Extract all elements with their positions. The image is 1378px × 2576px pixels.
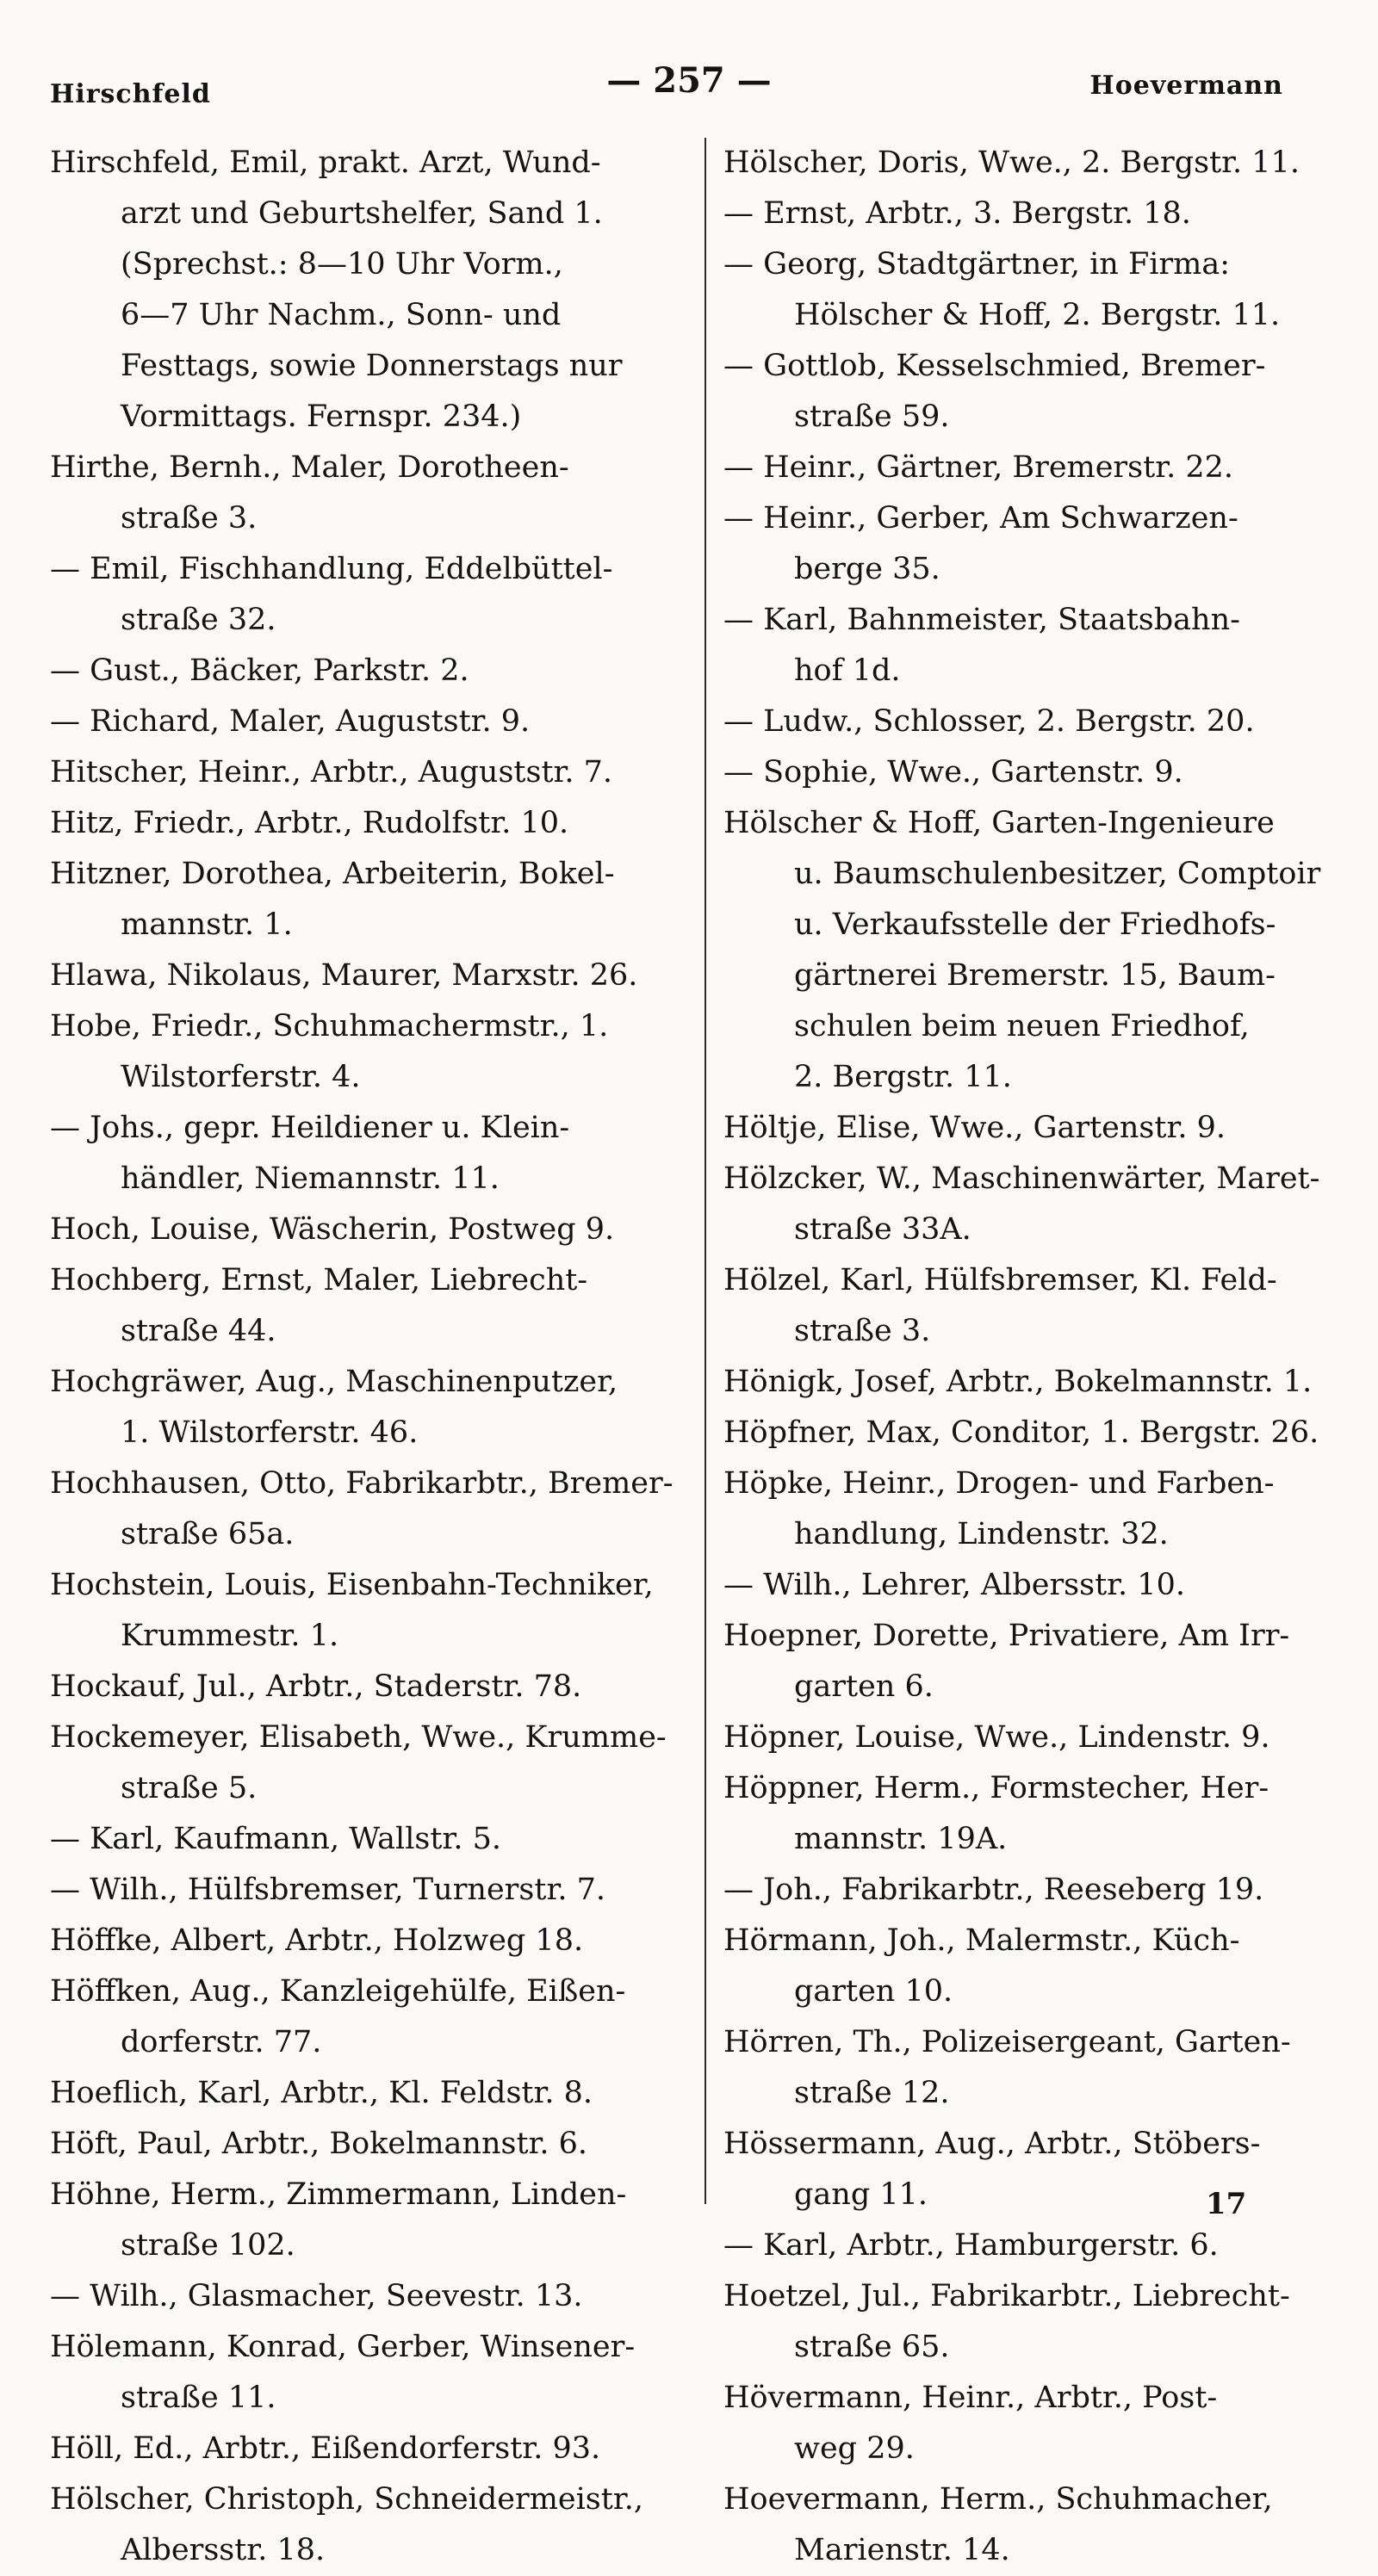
directory-entry-line: — Joh., Fabrikarbtr., Reeseberg 19. <box>723 1873 1264 1907</box>
directory-entry-line: Hobe, Friedr., Schuhmachermstr., 1. <box>50 1009 609 1043</box>
right-column <box>723 138 1344 2576</box>
directory-entry-line: Hirschfeld, Emil, prakt. Arzt, Wund- <box>50 146 601 180</box>
directory-entry-line: — Wilh., Glasmacher, Seevestr. 13. <box>50 2279 583 2313</box>
directory-entry-line: Höffke, Albert, Arbtr., Holzweg 18. <box>50 1923 584 1958</box>
directory-entry-line: Hövermann, Heinr., Arbtr., Post- <box>723 2381 1218 2415</box>
directory-entry-line: Krummestr. 1. <box>121 1619 339 1653</box>
directory-entry-line: — Ernst, Arbtr., 3. Bergstr. 18. <box>723 196 1191 231</box>
directory-entry-line: — Wilh., Lehrer, Albersstr. 10. <box>723 1568 1185 1602</box>
directory-entry-line: gang 11. <box>794 2177 928 2212</box>
directory-entry-line: 1. Wilstorferstr. 46. <box>121 1415 419 1450</box>
directory-entry-line: Hoetzel, Jul., Fabrikarbtr., Liebrecht- <box>723 2279 1290 2313</box>
directory-entry-line: straße 65. <box>794 2330 950 2364</box>
directory-entry-line: straße 11. <box>121 2381 276 2415</box>
directory-entry-line: Hörren, Th., Polizeisergeant, Garten- <box>723 2025 1291 2059</box>
directory-entry-line: Festtags, sowie Donnerstags nur <box>121 349 623 383</box>
directory-entry-line: Hoevermann, Herm., Schuhmacher, <box>723 2482 1273 2517</box>
directory-entry-line: straße 59. <box>794 399 950 434</box>
directory-entry-line: Höll, Ed., Arbtr., Eißendorferstr. 93. <box>50 2431 601 2466</box>
directory-entry-line: Hölscher, Christoph, Schneidermeistr., <box>50 2482 643 2517</box>
directory-entry-line: Hössermann, Aug., Arbtr., Stöbers- <box>723 2127 1261 2161</box>
directory-entry-line: 6—7 Uhr Nachm., Sonn- und <box>121 298 562 332</box>
directory-entry-line: — Gottlob, Kesselschmied, Bremer- <box>723 349 1266 383</box>
directory-entry-line: gärtnerei Bremerstr. 15, Baum- <box>794 958 1276 993</box>
directory-entry-line: Höffken, Aug., Kanzleigehülfe, Eißen- <box>50 1974 626 2009</box>
directory-entry-line: Hoepner, Dorette, Privatiere, Am Irr- <box>723 1619 1290 1653</box>
directory-entry-line: Höpner, Louise, Wwe., Lindenstr. 9. <box>723 1720 1270 1755</box>
directory-entry-line: — Johs., gepr. Heildiener u. Klein- <box>50 1111 570 1145</box>
directory-entry-line: Hitscher, Heinr., Arbtr., Auguststr. 7. <box>50 755 613 790</box>
directory-entry-line: straße 33A. <box>794 1212 971 1247</box>
directory-entry-line: handlung, Lindenstr. 32. <box>794 1517 1169 1551</box>
directory-entry-line: — Heinr., Gärtner, Bremerstr. 22. <box>723 450 1233 485</box>
directory-entry-line: Vormittags. Fernspr. 234.) <box>121 399 522 434</box>
directory-entry-line: straße 102. <box>121 2228 295 2263</box>
directory-entry-line: Hockauf, Jul., Arbtr., Staderstr. 78. <box>50 1669 582 1704</box>
page-number: — 257 — <box>606 60 772 101</box>
left-column <box>50 138 689 2576</box>
running-head-left: Hirschfeld <box>50 79 211 109</box>
directory-entry-line: straße 44. <box>121 1314 276 1348</box>
directory-entry-line: — Karl, Arbtr., Hamburgerstr. 6. <box>723 2228 1219 2263</box>
directory-entry-line: straße 12. <box>794 2076 950 2110</box>
directory-entry-line: garten 10. <box>794 1974 953 2009</box>
directory-entry-line: Hölscher & Hoff, 2. Bergstr. 11. <box>794 298 1281 332</box>
directory-entry-line: u. Baumschulenbesitzer, Comptoir <box>794 857 1321 891</box>
directory-entry-line: arzt und Geburtshelfer, Sand 1. <box>121 196 603 231</box>
directory-entry-line: — Karl, Kaufmann, Wallstr. 5. <box>50 1822 501 1856</box>
directory-entry-line: mannstr. 1. <box>121 907 293 942</box>
directory-entry-line: Wilstorferstr. 4. <box>121 1060 361 1094</box>
signature-number: 17 <box>1206 2187 1247 2221</box>
directory-entry-line: — Gust., Bäcker, Parkstr. 2. <box>50 653 469 688</box>
directory-entry-line: Höppner, Herm., Formstecher, Her- <box>723 1771 1269 1805</box>
directory-entry-line: — Karl, Bahnmeister, Staatsbahn- <box>723 603 1240 637</box>
directory-entry-line: Hölzcker, W., Maschinenwärter, Maret- <box>723 1161 1320 1196</box>
directory-entry-line: dorferstr. 77. <box>121 2025 322 2059</box>
directory-entry-line: straße 3. <box>121 501 258 536</box>
directory-entry-line: Hönigk, Josef, Arbtr., Bokelmannstr. 1. <box>723 1365 1313 1399</box>
directory-entry-line: Hörmann, Joh., Malermstr., Küch- <box>723 1923 1240 1958</box>
directory-entry-line: straße 32. <box>121 603 276 637</box>
directory-entry-line: Hitz, Friedr., Arbtr., Rudolfstr. 10. <box>50 806 569 840</box>
directory-entry-line: mannstr. 19A. <box>794 1822 1008 1856</box>
directory-entry-line: Hölscher, Doris, Wwe., 2. Bergstr. 11. <box>723 146 1300 180</box>
directory-entry-line: Hölzel, Karl, Hülfsbremser, Kl. Feld- <box>723 1263 1277 1297</box>
directory-entry-line: Höpke, Heinr., Drogen- und Farben- <box>723 1466 1275 1501</box>
directory-entry-line: Hochstein, Louis, Eisenbahn-Techniker, <box>50 1568 654 1602</box>
directory-entry-line: garten 6. <box>794 1669 934 1704</box>
directory-entry-line: straße 65a. <box>121 1517 295 1551</box>
directory-entry-line: — Georg, Stadtgärtner, in Firma: <box>723 247 1231 282</box>
directory-entry-line: Höpfner, Max, Conditor, 1. Bergstr. 26. <box>723 1415 1319 1450</box>
directory-entry-line: 2. Bergstr. 11. <box>794 1060 1012 1094</box>
directory-entry-line: Hölscher & Hoff, Garten-Ingenieure <box>723 806 1275 840</box>
directory-entry-line: Hirthe, Bernh., Maler, Dorotheen- <box>50 450 569 485</box>
directory-entry-line: straße 5. <box>121 1771 258 1805</box>
running-head-right: Hoevermann <box>1089 71 1283 101</box>
directory-entry-line: weg 29. <box>794 2431 915 2466</box>
directory-entry-line: Hölemann, Konrad, Gerber, Winsener- <box>50 2330 636 2364</box>
directory-entry-line: Hlawa, Nikolaus, Maurer, Marxstr. 26. <box>50 958 638 993</box>
directory-entry-line: händler, Niemannstr. 11. <box>121 1161 500 1196</box>
directory-entry-line: schulen beim neuen Friedhof, <box>794 1009 1250 1043</box>
directory-entry-line: Hitzner, Dorothea, Arbeiterin, Bokel- <box>50 857 615 891</box>
directory-entry-line: Höft, Paul, Arbtr., Bokelmannstr. 6. <box>50 2127 588 2161</box>
directory-entry-line: Marienstr. 14. <box>794 2533 1010 2567</box>
directory-entry-line: berge 35. <box>794 552 940 586</box>
directory-entry-line: — Richard, Maler, Auguststr. 9. <box>50 704 531 739</box>
column-divider <box>705 138 706 2204</box>
directory-entry-line: Hochgräwer, Aug., Maschinenputzer, <box>50 1365 618 1399</box>
directory-entry-line: Hoch, Louise, Wäscherin, Postweg 9. <box>50 1212 615 1247</box>
directory-entry-line: Höltje, Elise, Wwe., Gartenstr. 9. <box>723 1111 1226 1145</box>
directory-entry-line: — Ludw., Schlosser, 2. Bergstr. 20. <box>723 704 1255 739</box>
directory-entry-line: — Wilh., Hülfsbremser, Turnerstr. 7. <box>50 1873 605 1907</box>
directory-entry-line: — Emil, Fischhandlung, Eddelbüttel- <box>50 552 613 586</box>
directory-entry-line: Hochhausen, Otto, Fabrikarbtr., Bremer- <box>50 1466 673 1501</box>
directory-entry-line: Hochberg, Ernst, Maler, Liebrecht- <box>50 1263 588 1297</box>
directory-entry-line: Höhne, Herm., Zimmermann, Linden- <box>50 2177 627 2212</box>
directory-entry-line: Albersstr. 18. <box>121 2533 326 2567</box>
directory-entry-line: — Heinr., Gerber, Am Schwarzen- <box>723 501 1238 536</box>
directory-entry-line: — Sophie, Wwe., Gartenstr. 9. <box>723 755 1183 790</box>
directory-entry-line: Hoeflich, Karl, Arbtr., Kl. Feldstr. 8. <box>50 2076 593 2110</box>
directory-entry-line: Hockemeyer, Elisabeth, Wwe., Krumme- <box>50 1720 667 1755</box>
directory-entry-line: hof 1d. <box>794 653 901 688</box>
directory-entry-line: straße 3. <box>794 1314 931 1348</box>
directory-entry-line: u. Verkaufsstelle der Friedhofs- <box>794 907 1276 942</box>
directory-entry-line: (Sprechst.: 8—10 Uhr Vorm., <box>121 247 563 282</box>
